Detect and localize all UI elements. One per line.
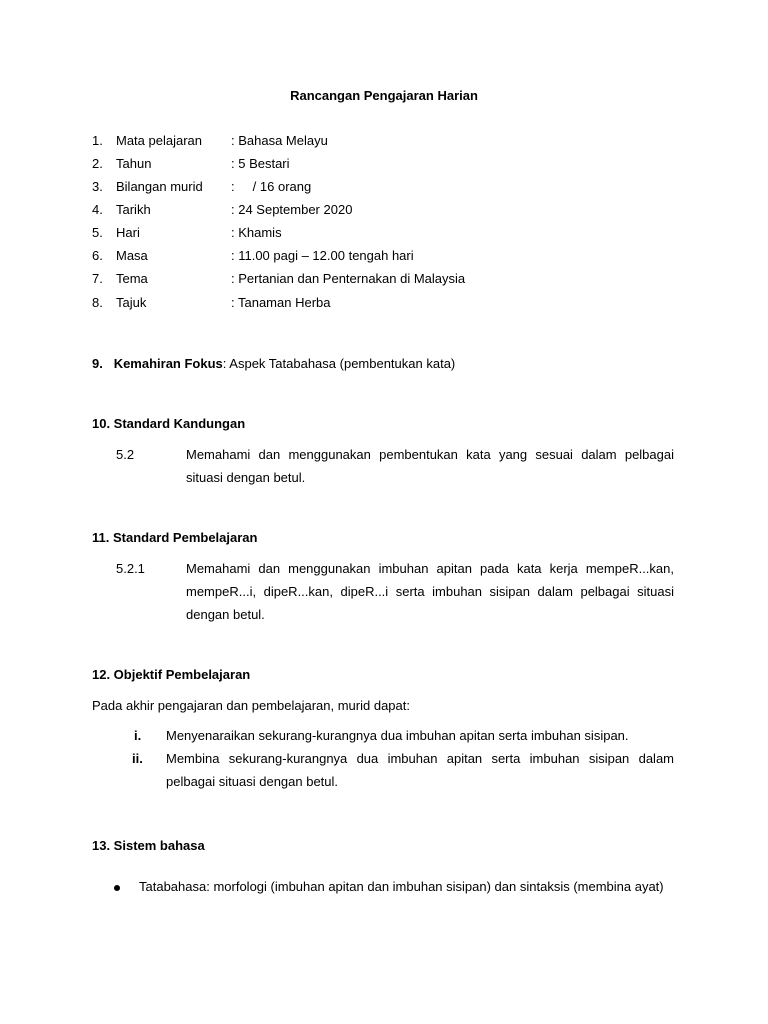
section-10-code: 5.2 xyxy=(116,447,135,462)
info-number: 1. xyxy=(92,133,103,148)
objective-text: Menyenaraikan sekurang-kurangnya dua imbuhan apitan serta imbuhan sisipan. xyxy=(166,728,629,743)
info-label: Masa xyxy=(116,248,148,263)
section-10-heading: 10. Standard Kandungan xyxy=(92,416,246,431)
section-9-text: : Aspek Tatabahasa (pembentukan kata) xyxy=(222,356,456,371)
section-11-code: 5.2.1 xyxy=(116,561,145,576)
section-12-intro: Pada akhir pengajaran dan pembelajaran, murid dapat: xyxy=(92,698,410,713)
info-value: : 11.00 pagi – 12.00 tengah hari xyxy=(231,248,414,263)
info-label: Hari xyxy=(116,225,140,240)
info-label: Bilangan murid xyxy=(116,179,203,194)
info-number: 5. xyxy=(92,225,103,240)
info-label: Tajuk xyxy=(116,295,147,310)
info-value: : 5 Bestari xyxy=(231,156,290,171)
section-13-heading: 13. Sistem bahasa xyxy=(92,838,205,853)
info-value: : 24 September 2020 xyxy=(231,202,353,217)
section-9-heading: Kemahiran Fokus xyxy=(113,356,223,371)
info-number: 7. xyxy=(92,271,103,286)
info-label: Tema xyxy=(116,271,148,286)
objective-marker: i. xyxy=(134,728,142,743)
info-value: : / 16 orang xyxy=(231,179,312,194)
info-value: : Bahasa Melayu xyxy=(231,133,328,148)
info-number: 8. xyxy=(92,295,103,310)
section-11-heading: 11. Standard Pembelajaran xyxy=(92,530,258,545)
section-13-bullet-text: Tatabahasa: morfologi (imbuhan apitan dan imbuhan sisipan) dan sintaksis (membina ayat) xyxy=(139,879,664,894)
section-9-number: 9. xyxy=(92,356,103,371)
info-number: 3. xyxy=(92,179,103,194)
info-label: Tahun xyxy=(116,156,152,171)
section-11-text: Memahami dan menggunakan imbuhan apitan pada kata kerja mempeR...kan, mempeR...i, dipeR...kan, dipeR...i serta imbuhan sisipan dalam pelbagai situasi dengan betul. xyxy=(186,561,674,622)
section-10-text: Memahami dan menggunakan pembentukan kata yang sesuai dalam pelbagai situasi dengan betul. xyxy=(186,447,674,485)
info-label: Mata pelajaran xyxy=(116,133,202,148)
objective-text: Membina sekurang-kurangnya dua imbuhan apitan serta imbuhan sisipan dalam pelbagai situasi dengan betul. xyxy=(166,751,674,789)
info-value: : Tanaman Herba xyxy=(231,295,331,310)
bullet-icon xyxy=(114,885,120,891)
info-value: : Khamis xyxy=(231,225,282,240)
section-12-heading: 12. Objektif Pembelajaran xyxy=(92,667,251,682)
page-title: Rancangan Pengajaran Harian xyxy=(290,88,478,103)
info-number: 6. xyxy=(92,248,103,263)
info-number: 4. xyxy=(92,202,103,217)
info-number: 2. xyxy=(92,156,103,171)
objective-marker: ii. xyxy=(132,751,143,766)
section-9 xyxy=(92,355,455,372)
info-value: : Pertanian dan Penternakan di Malaysia xyxy=(231,271,466,286)
info-label: Tarikh xyxy=(116,202,151,217)
